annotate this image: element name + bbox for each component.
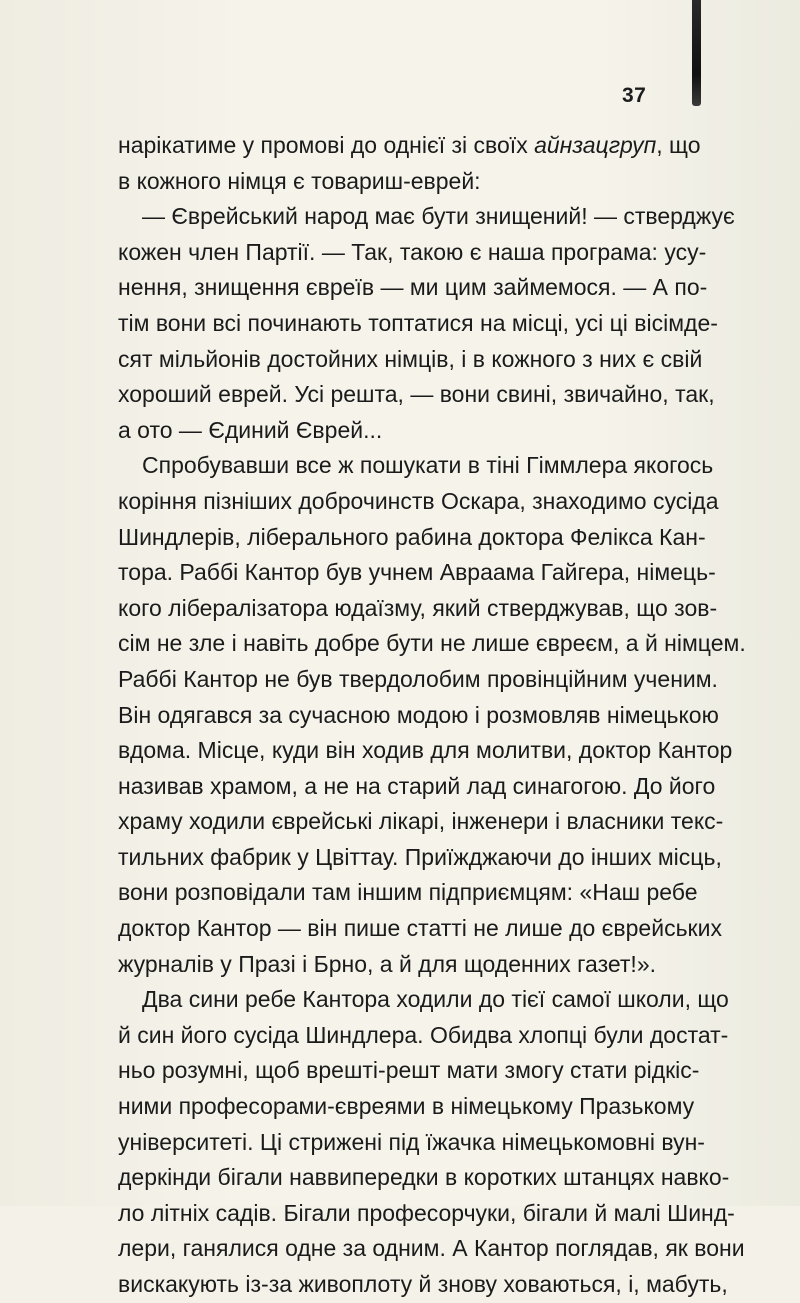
text-line-content: журналів у Празі і Брно, а й для щоденних газет!». — [118, 950, 657, 977]
text-line — [118, 555, 716, 591]
text-line-content: ньо розумні, щоб врешті-решт мати змогу стати рідкіс- — [118, 1057, 700, 1084]
page-edge-mark — [692, 0, 701, 106]
text-line-content: храму ходили єврейські лікарі, інженери і власники текс- — [118, 808, 724, 835]
text-line-content: нарікатиме у промові до однієї зі своїх — [118, 132, 535, 158]
text-line — [118, 1089, 695, 1125]
text-line — [118, 520, 706, 556]
text-line-content: ними професорами-євреями в німецькому Празькому — [118, 1093, 695, 1120]
text-line — [118, 698, 719, 734]
text-line-content: Раббі Кантор не був твердолобим провінційним ученим. — [118, 665, 718, 692]
text-line-content: сім не зле і навіть добре бути не лише євреєм, а й німцем. — [118, 630, 746, 657]
text-line — [118, 128, 701, 164]
text-line-content: а ото — Єдиний Єврей... — [118, 416, 383, 443]
text-line — [118, 1267, 728, 1303]
text-line-content: кожен член Партії. — Так, такою є наша програма: усу- — [118, 238, 707, 265]
text-line — [118, 662, 718, 698]
text-line — [118, 1053, 700, 1089]
text-line — [118, 591, 718, 627]
text-line-content: лери, ганялися одне за одним. А Кантор поглядав, як вони — [118, 1235, 745, 1262]
text-line-content: вискакують із-за живоплоту й знову ховаються, і, мабуть, — [118, 1271, 728, 1297]
text-line — [118, 306, 718, 342]
text-line-content: й син його сусіда Шиндлера. Обидва хлопці були достат- — [118, 1021, 729, 1048]
text-line-content: називав храмом, а не на старий лад синагогою. До його — [118, 772, 716, 799]
text-line-content: доктор Кантор — він пише статті не лише до єврейських — [118, 915, 722, 942]
text-line-content: нення, знищення євреїв — ми цим займемося. — А по- — [118, 274, 708, 301]
text-line-content: — Єврейський народ має бути знищений! — стверджує — [142, 203, 735, 230]
text-line — [118, 1018, 729, 1054]
text-line — [118, 875, 698, 911]
text-line-content: Шиндлерів, ліберального рабина доктора Фелікса Кан- — [118, 523, 706, 550]
text-line — [118, 947, 678, 983]
text-line — [118, 270, 708, 306]
text-line-content: коріння пізніших доброчинств Оскара, знаходимо сусіда — [118, 487, 719, 514]
text-line — [118, 982, 729, 1018]
text-line — [118, 484, 719, 520]
text-line-content: ло літніх садів. Бігали професорчуки, бігали й малі Шинд- — [118, 1199, 735, 1226]
text-line — [118, 911, 722, 947]
text-line — [118, 626, 746, 662]
text-line-content: університеті. Ці стрижені під їжачка німецькомовні вун- — [118, 1128, 705, 1155]
page-number: 37 — [622, 84, 647, 107]
text-line-content: хороший еврей. Усі решта, — вони свині, звичайно, так, — [118, 381, 715, 408]
text-line-content: тім вони всі починають топтатися на місці, усі ці вісімде- — [118, 309, 718, 336]
text-line — [118, 1125, 705, 1161]
body-text — [118, 128, 746, 1303]
text-line — [118, 164, 678, 200]
text-line — [118, 413, 678, 449]
text-line — [118, 199, 735, 235]
italic-term: айнзацгруп — [534, 132, 657, 158]
text-line — [118, 235, 707, 271]
text-line — [118, 733, 733, 769]
text-line-content: в кожного німця є товариш-еврей: — [118, 167, 481, 194]
text-line — [118, 448, 714, 484]
text-line-tail: , що — [656, 132, 701, 158]
text-line-content: Спробувавши все ж пошукати в тіні Гіммлера якогось — [142, 452, 714, 479]
text-line-content: кого лібералізатора юдаїзму, який стверджував, що зов- — [118, 594, 718, 621]
text-line — [118, 1196, 735, 1232]
text-line-content: деркінди бігали наввипередки в коротких штанцях навко- — [118, 1164, 730, 1191]
text-line-content: тора. Раббі Кантор був учнем Авраама Гайгера, німець- — [118, 559, 716, 586]
text-line-content: тильних фабрик у Цвіттау. Приїжджаючи до інших місць, — [118, 843, 722, 870]
text-line-content: Він одягався за сучасною модою і розмовляв німецькою — [118, 701, 719, 728]
text-line — [118, 1231, 745, 1267]
text-line-content: Два сини ребе Кантора ходили до тієї самої школи, що — [142, 986, 729, 1013]
text-line — [118, 804, 724, 840]
text-line — [118, 342, 703, 378]
text-line-content: вони розповідали там іншим підприємцям: «Наш ребе — [118, 879, 698, 906]
text-line-content: сят мільйонів достойних німців, і в кожного з них є свій — [118, 345, 703, 372]
text-line — [118, 769, 716, 805]
text-line — [118, 1160, 730, 1196]
text-line — [118, 377, 715, 413]
text-line — [118, 840, 722, 876]
text-line-content: вдома. Місце, куди він ходив для молитви, доктор Кантор — [118, 737, 733, 764]
